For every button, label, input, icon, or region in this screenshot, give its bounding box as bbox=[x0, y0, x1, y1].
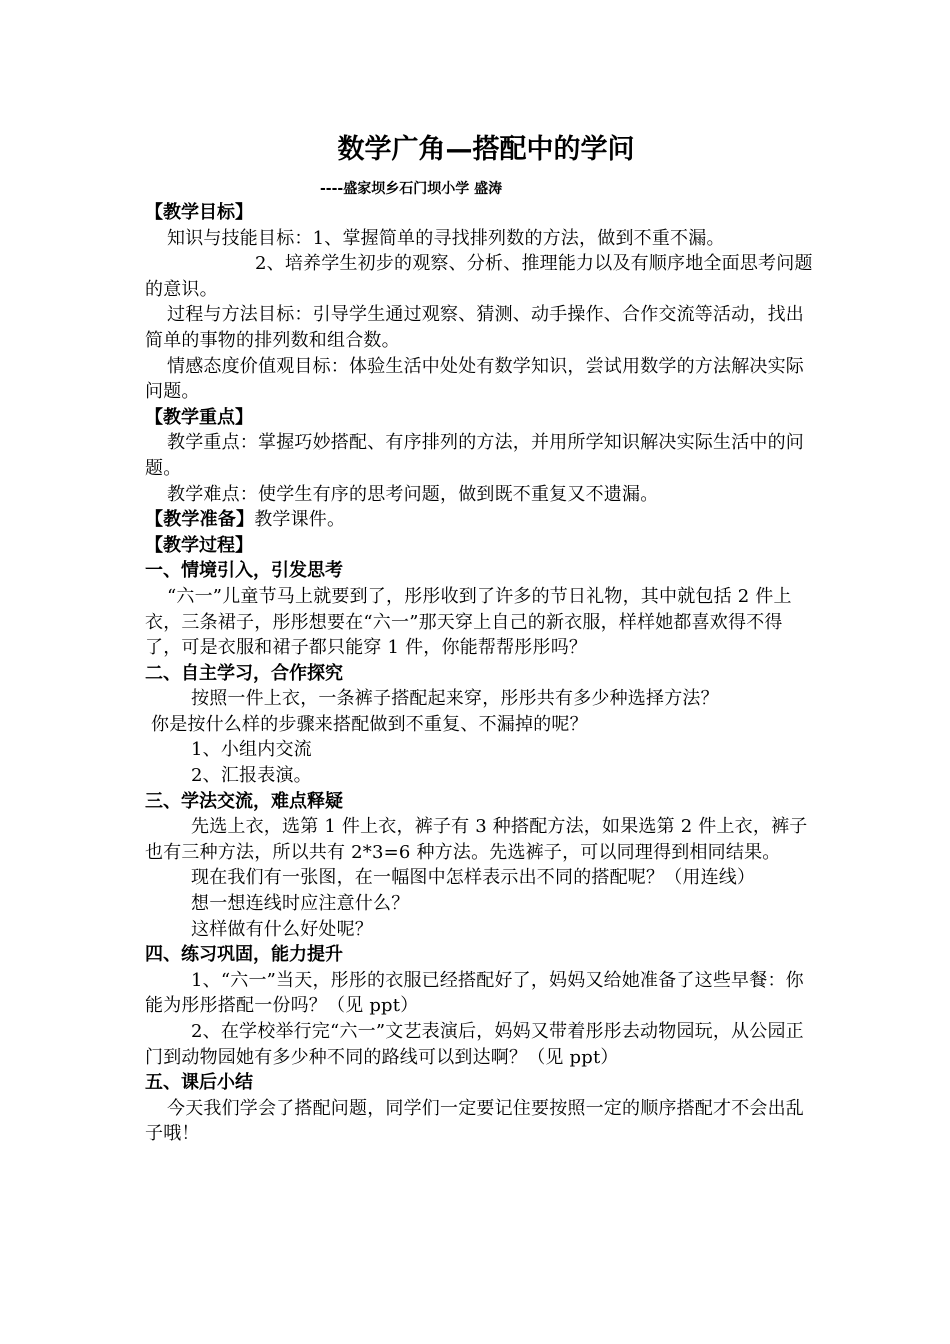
goal-process: 过程与方法目标：引导学生通过观察、猜测、动手操作、合作交流等活动，找出简单的事物的排列数和组合数。 bbox=[145, 304, 804, 351]
goal-knowledge-2: 2、培养学生初步的观察、分析、推理能力以及有顺序地全面思考问题的意识。 bbox=[145, 253, 813, 300]
key-points-heading: 【教学重点】 bbox=[145, 406, 253, 428]
section-3-paragraph-2: 现在我们有一张图，在一幅图中怎样表示出不同的搭配呢？（用连线） bbox=[191, 867, 756, 889]
goal-emotion: 情感态度价值观目标：体验生活中处处有数学知识，尝试用数学的方法解决实际问题。 bbox=[145, 355, 804, 403]
section-1-heading: 一、情境引入，引发思考 bbox=[145, 560, 343, 582]
section-3-paragraph-3: 想一想连线时应注意什么？ bbox=[191, 893, 410, 915]
goal-knowledge: 知识与技能目标：1、掌握简单的寻找排列数的方法，做到不重不漏。 bbox=[167, 227, 725, 249]
key-point: 教学重点：掌握巧妙搭配、有序排列的方法，并用所学知识解决实际生活中的问题。 bbox=[145, 432, 804, 479]
preparation-line bbox=[145, 507, 815, 533]
process-heading: 【教学过程】 bbox=[145, 534, 253, 556]
document-page bbox=[145, 128, 815, 1147]
section-2-item-1: 1、小组内交流 bbox=[191, 739, 312, 761]
document-title: 数学广角—搭配中的学问 bbox=[337, 134, 635, 165]
preparation-heading: 【教学准备】 bbox=[145, 509, 255, 531]
goals-heading: 【教学目标】 bbox=[145, 202, 253, 223]
section-5-paragraph: 今天我们学会了搭配问题，同学们一定要记住要按照一定的顺序搭配才不会出乱子哦！ bbox=[145, 1097, 804, 1145]
section-3-paragraph-1: 先选上衣，选第 1 件上衣，裤子有 3 种搭配方法，如果选第 2 件上衣，裤子也有三种方法，所以共有 2*3=6 种方法。先选裤子，可以同理得到相同结果。 bbox=[145, 816, 808, 863]
section-4-heading: 四、练习巩固，能力提升 bbox=[145, 944, 343, 966]
section-3-paragraph-4: 这样做有什么好处呢？ bbox=[191, 918, 373, 940]
preparation-text: 教学课件。 bbox=[254, 509, 346, 531]
section-2-paragraph-2: 你是按什么样的步骤来搭配做到不重复、不漏掉的呢？ bbox=[151, 713, 588, 735]
difficulty-point: 教学难点：使学生有序的思考问题，做到既不重复又不遗漏。 bbox=[167, 483, 659, 505]
section-4-paragraph-1: 1、“六一”当天，彤彤的衣服已经搭配好了，妈妈又给她准备了这些早餐：你能为彤彤搭配一份吗？（见 ppt） bbox=[145, 969, 804, 1017]
section-5-heading: 五、课后小结 bbox=[145, 1072, 253, 1094]
section-1-paragraph: “六一”儿童节马上就要到了，彤彤收到了许多的节日礼物，其中就包括 2 件上衣，三条裙子，彤彤想要在“六一”那天穿上自己的新衣服，样样她都喜欢得不得了，可是衣服和裙子都只能穿 1 件，你能帮帮彤彤吗？ bbox=[145, 585, 792, 659]
author-line: ----盛家坝乡石门坝小学 盛涛 bbox=[320, 181, 503, 197]
section-2-heading: 二、自主学习，合作探究 bbox=[145, 662, 343, 684]
section-2-paragraph-1: 按照一件上衣，一条裤子搭配起来穿，彤彤共有多少种选择方法？ bbox=[191, 688, 719, 710]
section-3-heading: 三、学法交流，难点释疑 bbox=[145, 790, 343, 812]
section-2-item-2: 2、汇报表演。 bbox=[191, 765, 312, 787]
section-4-paragraph-2: 2、在学校举行完“六一”文艺表演后，妈妈又带着彤彤去动物园玩，从公园正门到动物园她有多少种不同的路线可以到达啊？（见 ppt） bbox=[145, 1021, 804, 1068]
